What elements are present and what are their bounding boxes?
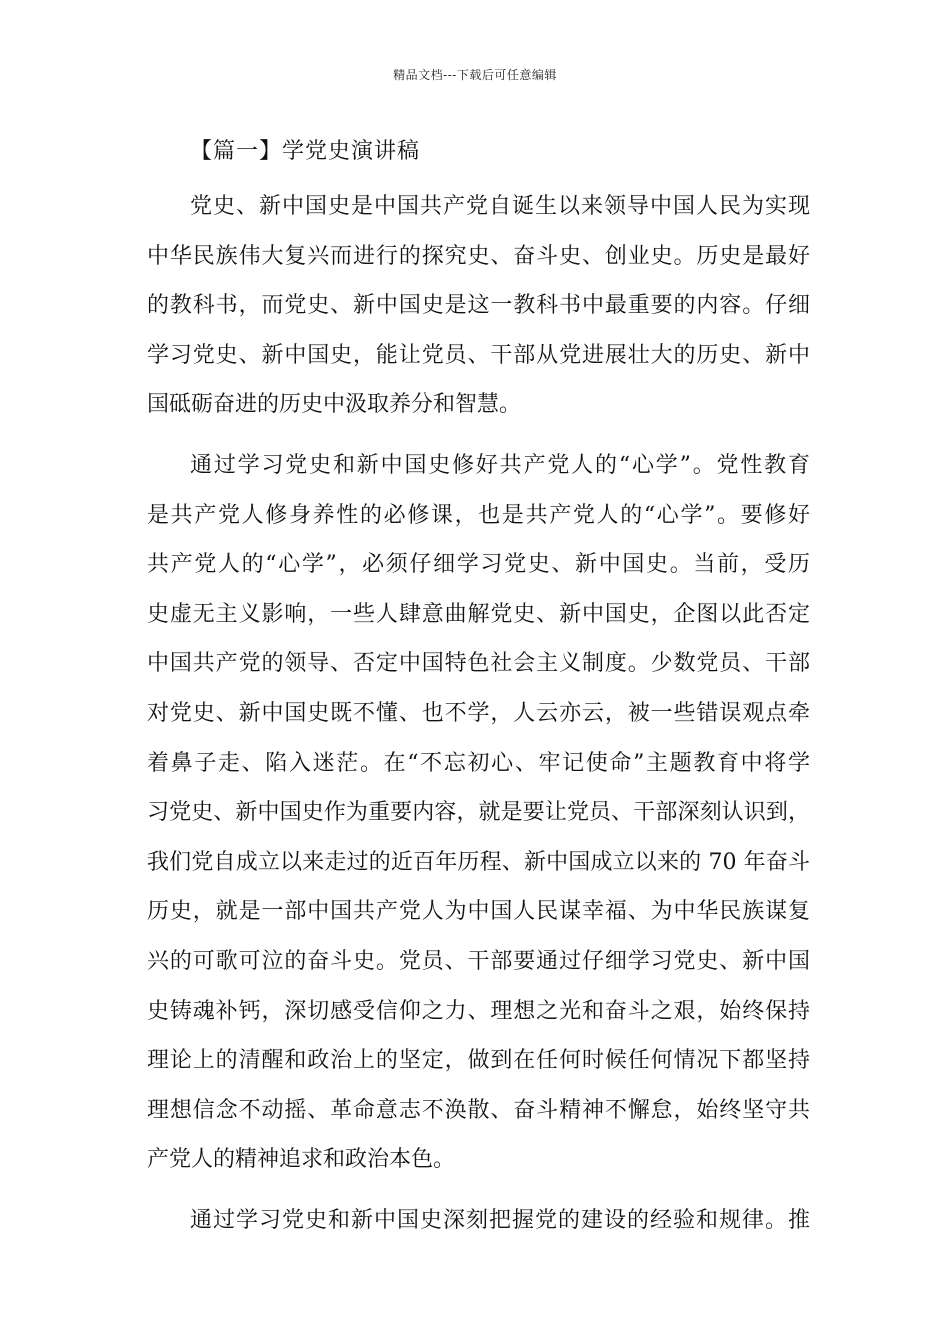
paragraph-line: 中国共产党的领导、否定中国特色社会主义制度。少数党员、干部 [147,651,810,677]
paragraph-line: 理想信念不动摇、革命意志不涣散、奋斗精神不懈怠，始终坚守共 [147,1097,810,1123]
paragraph-line: 通过学习党史和新中国史深刻把握党的建设的经验和规律。推 [190,1207,810,1233]
paragraph-line: 史铸魂补钙，深切感受信仰之力、理想之光和奋斗之艰，始终保持 [147,998,810,1024]
paragraph-line: 史虚无主义影响，一些人肆意曲解党史、新中国史，企图以此否定 [147,601,810,627]
paragraph-line: 的教科书，而党史、新中国史是这一教科书中最重要的内容。仔细 [147,293,810,319]
page-header-note: 精品文档---下载后可任意编辑 [393,68,557,82]
paragraph-line: 历史，就是一部中国共产党人为中国人民谋幸福、为中华民族谋复 [147,899,810,925]
paragraph-2 [147,441,810,1185]
paragraph-line: 党史、新中国史是中国共产党自诞生以来领导中国人民为实现 [190,194,810,219]
paragraph-line: 兴的可歌可泣的奋斗史。党员、干部要通过仔细学习党史、新中国 [147,948,810,974]
paragraph-line: 对党史、新中国史既不懂、也不学，人云亦云，被一些错误观点牵 [147,700,810,726]
paragraph-line: 产党人的精神追求和政治本色。 [147,1147,456,1173]
paragraph-line: 共产党人的“心学”，必须仔细学习党史、新中国史。当前，受历 [147,552,810,578]
paragraph-line: 是共产党人修身养性的必修课，也是共产党人的“心学”。要修好 [147,502,810,528]
document-body [147,133,810,1245]
paragraph-line: 国砥砺奋进的历史中汲取养分和智慧。 [147,392,522,418]
paragraph-line: 理论上的清醒和政治上的坚定，做到在任何时候任何情况下都坚持 [147,1048,810,1074]
document-title: 【篇一】学党史演讲稿 [190,139,421,164]
paragraph-line: 我们党自成立以来走过的近百年历程、新中国成立以来的 70 年奋斗 [147,849,810,875]
paragraph-line: 中华民族伟大复兴而进行的探究史、奋斗史、创业史。历史是最好 [147,243,810,269]
paragraph-3 [147,1196,810,1246]
paragraph-line: 学习党史、新中国史，能让党员、干部从党进展壮大的历史、新中 [147,342,810,368]
paragraph-line: 通过学习党史和新中国史修好共产党人的“心学”。党性教育 [190,452,810,478]
paragraph-line: 习党史、新中国史作为重要内容，就是要让党员、干部深刻认识到， [147,800,810,826]
paragraph-line: 着鼻子走、陷入迷茫。在“不忘初心、牢记使命”主题教育中将学 [147,750,810,776]
paragraph-1 [147,182,810,430]
